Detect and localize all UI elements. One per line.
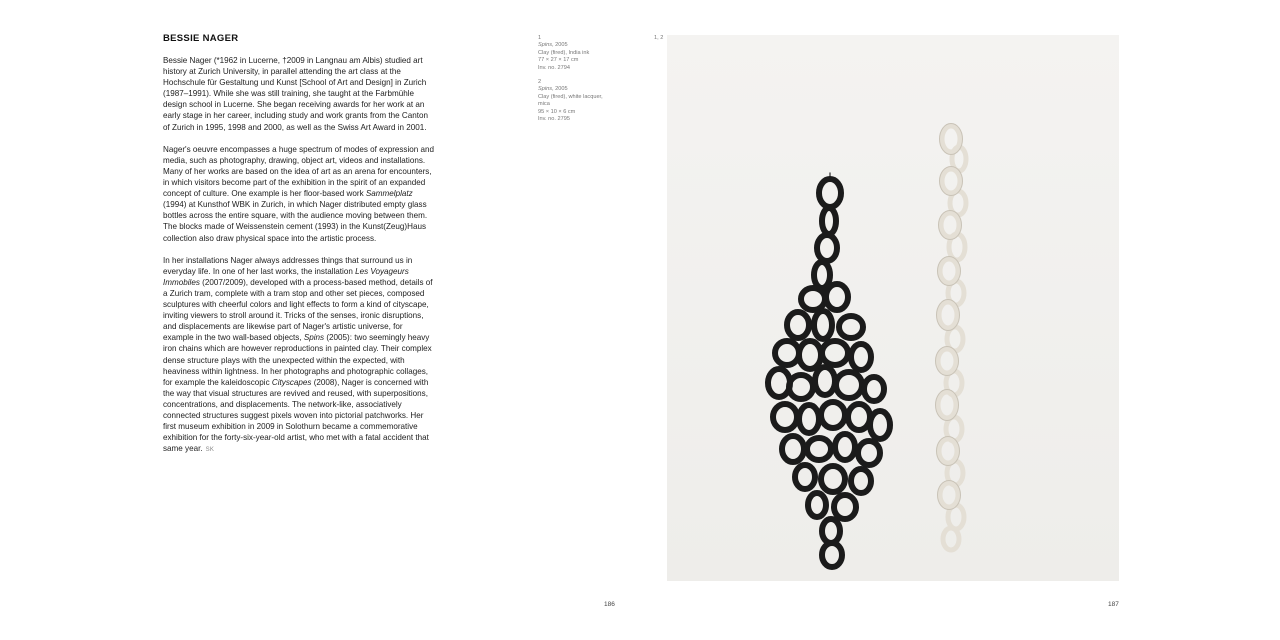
- caption-inventory: Inv. no. 2794: [538, 64, 570, 71]
- caption-medium-cont: mica: [538, 101, 550, 108]
- work-title-cityscapes: Cityscapes: [271, 377, 312, 387]
- paragraph-1: Bessie Nager (*1962 in Lucerne, †2009 in Langnau am Albis) studied art history at Zurich University, in parallel attending the art class at the Hochschule für Gestaltung und Kunst [School of Art and Design] in Zurich (1987–1991). While she was still training, she taught at the Farbmühle design school in Lucerne. She began receiving awards for her work at an early stage in her career, including study and work grants from the Canton of Zurich in 1995, 1998 and 2000, as well as the Swiss Art Award in 2001.: [163, 56, 428, 132]
- article-body: [163, 55, 435, 467]
- caption-title: Spins: [538, 86, 552, 93]
- page-number-left: 186: [604, 601, 615, 608]
- work-title-les-voyageurs: Les Voyageurs Immobiles: [163, 266, 409, 287]
- artwork-illustration: [667, 35, 1119, 581]
- paragraph-3-text-a: In her installations Nager always addresses things that surround us in everyday life. In one of her last works, the installation: [163, 255, 413, 276]
- page-number-right: 187: [1108, 601, 1119, 608]
- caption-block: [538, 35, 638, 130]
- caption-medium: Clay (fired), white lacquer,: [538, 93, 603, 100]
- paragraph-3-text-d: (2008), Nager is concerned with the way that visual structures are revived and reused, with superpositions, concentrations, and displacements. The network-like, associatively connected structures suggest pixels woven into pictorial patchworks. Her first museum exhibition in 2009 in Solothurn became a commemorative exhibition for the forty-six-year-old artist, who met with a fatal accident that same year.: [163, 377, 429, 454]
- caption-title: Spins: [538, 42, 552, 49]
- paragraph-3: [163, 255, 435, 457]
- caption-dimensions: 77 × 27 × 17 cm: [538, 57, 579, 64]
- plate-reference: 1, 2: [654, 35, 664, 41]
- caption-2: [538, 79, 638, 123]
- paragraph-2: [163, 144, 435, 244]
- article-heading: BESSIE NAGER: [163, 33, 239, 44]
- caption-year: , 2005: [552, 86, 568, 93]
- caption-number: 1: [538, 35, 542, 41]
- caption-medium: Clay (fired), India ink: [538, 49, 590, 56]
- caption-dimensions: 95 × 10 × 6 cm: [538, 108, 576, 115]
- paragraph-2-text-b: (1994) at Kunsthof WBK in Zurich, in which Nager distributed empty glass bottles across the entire square, with the audience moving between them. The blocks made of Weissenstein cement (1993) in the Kunst(Zeug)Haus collection also draw physical space into the artistic process.: [163, 200, 428, 243]
- paragraph-2-text-a: Nager's oeuvre encompasses a huge spectrum of modes of expression and media, such as photography, drawing, object art, videos and installations. Many of her works are based on the idea of art as an arena for encounters, in which visitors become part of the exhibition in the spirit of an expanded concept of culture. One example is her floor-based work: [163, 144, 435, 199]
- paragraph-3-text-c: (2005): two seemingly heavy iron chains which are however reproductions in painted clay. Their complex dense structure plays with the unexpected within the expected, with heaviness within lightness. In her photographs and photographic collages, for example the kaleidoscopic: [163, 333, 432, 387]
- caption-1: [538, 35, 638, 72]
- artwork-photo: [667, 35, 1119, 581]
- author-initials: SK: [205, 447, 215, 454]
- caption-title-line: [538, 86, 638, 93]
- work-title-sammelplatz: Sammelplatz: [365, 189, 413, 199]
- caption-title-line: [538, 42, 638, 49]
- caption-inventory: Inv. no. 2795: [538, 116, 570, 123]
- paragraph-3-text-b: (2007/2009), developed with a process-based method, details of a Zurich tram, complete with a tram stop and other set pieces, composed sculptures with cheerful colors and light effects to form a kind of cityscape, inviting viewers to stroll around it. Tricks of the senses, ironic disruptions, and displacements are likewise part of Nager's artistic universe, for example in the two wall-based objects,: [163, 277, 433, 343]
- caption-number: 2: [538, 79, 542, 86]
- caption-year: , 2005: [552, 42, 568, 49]
- work-title-spins: Spins: [303, 333, 325, 343]
